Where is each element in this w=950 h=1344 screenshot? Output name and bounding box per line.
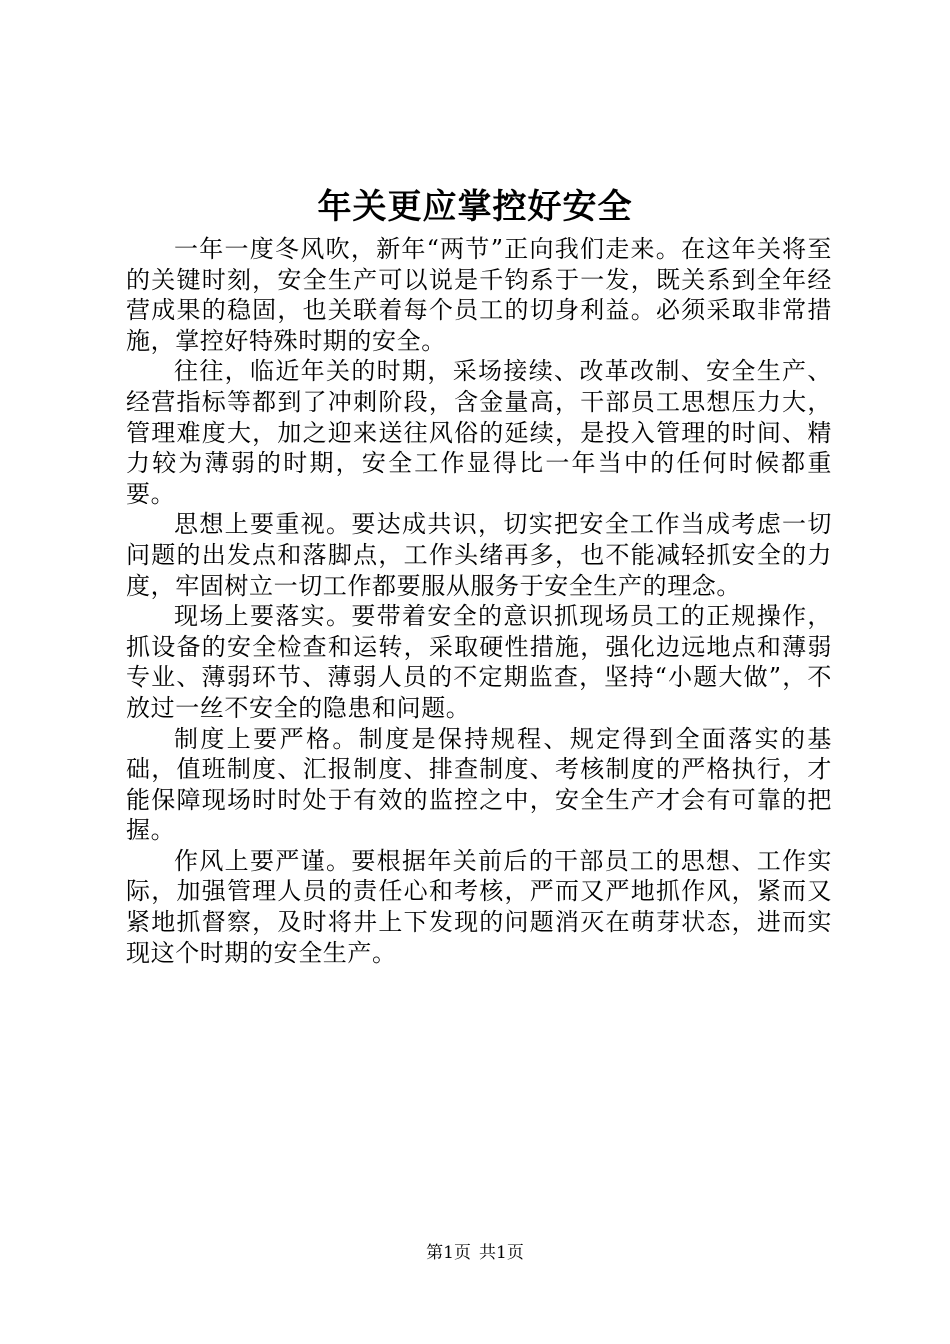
page-number-current: 第1页 — [426, 1243, 471, 1263]
paragraph-2: 往往，临近年关的时期，采场接续、改革改制、安全生产、经营指标等都到了冲刺阶段，含金量高，干部员工思想压力大，管理难度大，加之迎来送往风俗的延续，是投入管理的时间、精力较为薄弱的时期，安全工作显得比一年当中的任何时候都重要。 — [126, 357, 832, 508]
page-number-total: 共1页 — [479, 1243, 524, 1263]
paragraph-6: 作风上要严谨。要根据年关前后的干部员工的思想、工作实际，加强管理人员的责任心和考核，严而又严地抓作风，紧而又紧地抓督察，及时将井上下发现的问题消灭在萌芽状态，进而实现这个时期的安全生产。 — [126, 846, 832, 967]
page-footer — [0, 1241, 950, 1265]
document-body — [126, 234, 832, 968]
document-title: 年关更应掌控好安全 — [317, 187, 633, 227]
paragraph-1: 一年一度冬风吹，新年“两节”正向我们走来。在这年关将至的关键时刻，安全生产可以说是千钧系于一发，既关系到全年经营成果的稳固，也关联着每个员工的切身利益。必须采取非常措施，掌控好特殊时期的安全。 — [126, 235, 832, 355]
paragraph-3: 思想上要重视。要达成共识，切实把安全工作当成考虑一切问题的出发点和落脚点，工作头绪再多，也不能减轻抓安全的力度，牢固树立一切工作都要服从服务于安全生产的理念。 — [126, 510, 832, 600]
paragraph-4: 现场上要落实。要带着安全的意识抓现场员工的正规操作，抓设备的安全检查和运转，采取硬性措施，强化边远地点和薄弱专业、薄弱环节、薄弱人员的不定期监查，坚持“小题大做”，不放过一丝不安全的隐患和问题。 — [126, 602, 832, 722]
paragraph-5: 制度上要严格。制度是保持规程、规定得到全面落实的基础，值班制度、汇报制度、排查制度、考核制度的严格执行，才能保障现场时时处于有效的监控之中，安全生产才会有可靠的把握。 — [126, 724, 832, 845]
